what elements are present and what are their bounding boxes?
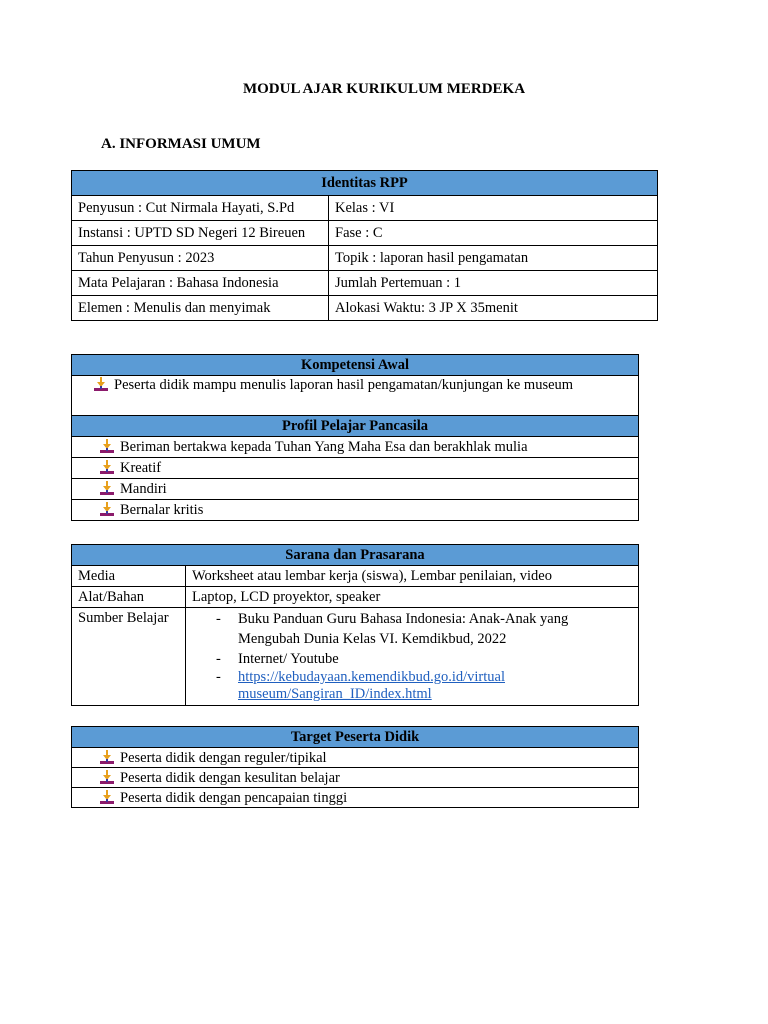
kompetensi-item bbox=[72, 376, 639, 416]
arrow-down-bullet-icon bbox=[94, 377, 108, 391]
arrow-down-bullet-icon bbox=[100, 790, 114, 804]
identitas-elemen: Elemen : Menulis dan menyimak bbox=[72, 296, 329, 321]
sarana-media-label: Media bbox=[72, 566, 186, 587]
profil-item bbox=[72, 500, 639, 521]
kompetensi-profil-table bbox=[71, 354, 639, 521]
target-item-label: Peserta didik dengan reguler/tipikal bbox=[120, 749, 327, 766]
sumber-item: - https://kebudayaan.kemendikbud.go.id/virtual museum/Sangiran_ID/index.html bbox=[216, 669, 505, 702]
profil-item-label: Bernalar kritis bbox=[120, 502, 204, 518]
kompetensi-text: Peserta didik mampu menulis laporan hasil pengamatan/kunjungan ke museum bbox=[114, 377, 574, 393]
arrow-down-bullet-icon bbox=[100, 750, 114, 764]
identitas-instansi: Instansi : UPTD SD Negeri 12 Bireuen bbox=[72, 221, 329, 246]
target-item bbox=[72, 768, 639, 788]
target-item bbox=[72, 788, 639, 808]
identitas-topik: Topik : laporan hasil pengamatan bbox=[329, 246, 658, 271]
sumber-item: - Buku Panduan Guru Bahasa Indonesia: Anak-Anak yang Mengubah Dunia Kelas VI. Kemdikbud, 2022 bbox=[216, 611, 569, 647]
arrow-down-bullet-icon bbox=[100, 460, 114, 474]
kompetensi-header: Kompetensi Awal bbox=[72, 355, 639, 376]
target-header: Target Peserta Didik bbox=[72, 727, 639, 748]
sarana-header: Sarana dan Prasarana bbox=[72, 545, 639, 566]
target-item bbox=[72, 748, 639, 768]
sarana-sumber-list bbox=[186, 608, 639, 706]
target-item-label: Peserta didik dengan kesulitan belajar bbox=[120, 769, 340, 786]
sumber-item-text: Internet/ Youtube bbox=[238, 651, 339, 667]
section-heading-informasi-umum: A. INFORMASI UMUM bbox=[101, 136, 261, 152]
profil-item-label: Beriman bertakwa kepada Tuhan Yang Maha Esa dan berakhlak mulia bbox=[120, 439, 528, 455]
identitas-alokasi: Alokasi Waktu: 3 JP X 35menit bbox=[329, 296, 658, 321]
identitas-kelas: Kelas : VI bbox=[329, 196, 658, 221]
target-table bbox=[71, 726, 639, 808]
museum-link[interactable]: https://kebudayaan.kemendikbud.go.id/virtual museum/Sangiran_ID/index.html bbox=[238, 669, 505, 702]
sarana-table bbox=[71, 544, 639, 706]
profil-item bbox=[72, 458, 639, 479]
profil-item bbox=[72, 479, 639, 500]
profil-item-label: Mandiri bbox=[120, 481, 167, 497]
arrow-down-bullet-icon bbox=[100, 439, 114, 453]
identitas-table bbox=[71, 170, 658, 321]
sumber-item-text: Buku Panduan Guru Bahasa Indonesia: Anak-Anak yang Mengubah Dunia Kelas VI. Kemdikbud, 2022 bbox=[238, 611, 569, 647]
sarana-alat-value: Laptop, LCD proyektor, speaker bbox=[186, 587, 639, 608]
profil-header: Profil Pelajar Pancasila bbox=[72, 416, 639, 437]
arrow-down-bullet-icon bbox=[100, 481, 114, 495]
sarana-alat-label: Alat/Bahan bbox=[72, 587, 186, 608]
target-item-label: Peserta didik dengan pencapaian tinggi bbox=[120, 789, 348, 806]
identitas-header: Identitas RPP bbox=[72, 171, 658, 196]
identitas-mapel: Mata Pelajaran : Bahasa Indonesia bbox=[72, 271, 329, 296]
identitas-pertemuan: Jumlah Pertemuan : 1 bbox=[329, 271, 658, 296]
arrow-down-bullet-icon bbox=[100, 770, 114, 784]
sumber-item: - Internet/ Youtube bbox=[216, 651, 339, 667]
profil-item bbox=[72, 437, 639, 458]
arrow-down-bullet-icon bbox=[100, 502, 114, 516]
identitas-penyusun: Penyusun : Cut Nirmala Hayati, S.Pd bbox=[72, 196, 329, 221]
identitas-fase: Fase : C bbox=[329, 221, 658, 246]
identitas-tahun: Tahun Penyusun : 2023 bbox=[72, 246, 329, 271]
profil-item-label: Kreatif bbox=[120, 460, 162, 476]
document-title: MODUL AJAR KURIKULUM MERDEKA bbox=[242, 81, 526, 97]
sarana-sumber-label: Sumber Belajar bbox=[72, 608, 186, 706]
sarana-media-value: Worksheet atau lembar kerja (siswa), Lembar penilaian, video bbox=[186, 566, 639, 587]
